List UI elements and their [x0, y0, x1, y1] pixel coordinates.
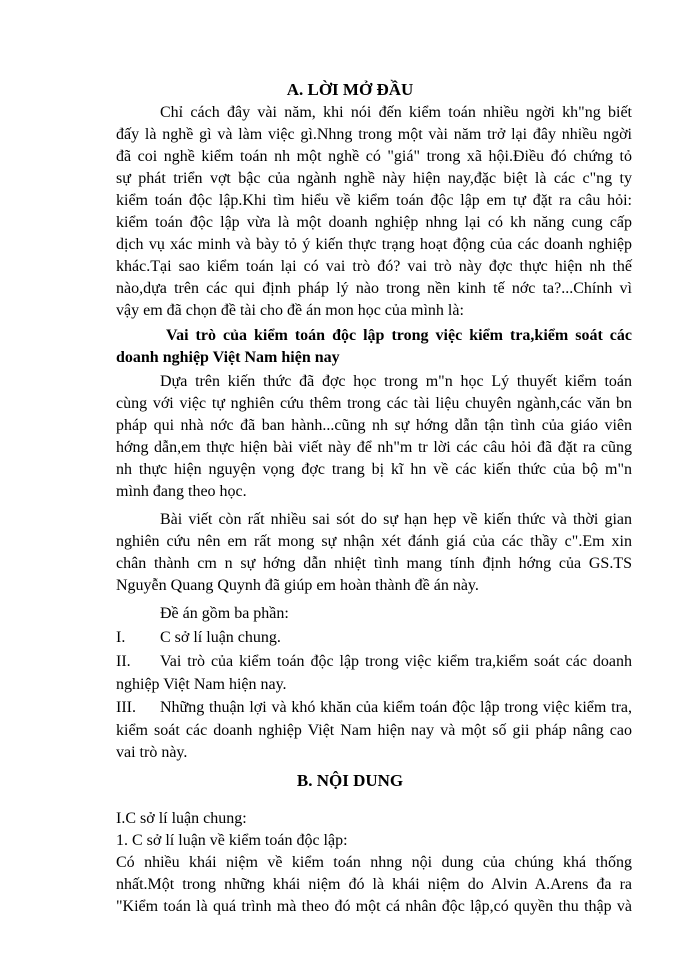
- para3-line: Nguyễn Quang Quynh đã giúp em hoàn thành đề án này.: [116, 577, 479, 594]
- intro-line: đã coi nghề kiểm toán nh một nghề có "giá" trong xã hội.Điều đó chứng tỏ: [116, 148, 632, 165]
- intro-line: kiểm toán độc lập vừa là một doanh nghiệp nhng lại có kh năng cung cấp: [116, 214, 632, 231]
- intro-line: kiểm toán độc lập.Khi tìm hiểu về kiểm toán độc lập em tự đặt ra câu hỏi:: [116, 192, 632, 209]
- para3-line: Bài viết còn rất nhiều sai sót do sự hạn hẹp về kiến thức và thời gian: [160, 511, 632, 528]
- para2-line: cùng với việc tự nghiên cứu thêm trong các tài liệu chuyên ngành,các văn bn: [116, 395, 632, 412]
- part-number: I.: [116, 629, 126, 646]
- topic-line: Vai trò của kiểm toán độc lập trong việc kiểm tra,kiểm soát các: [166, 327, 632, 344]
- parts-intro: Đề án gồm ba phần:: [160, 605, 289, 622]
- part-text: C sở lí luận chung.: [160, 629, 281, 646]
- para3-line: nghiên cứu nên em rất mong sự nhận xét đánh giá của các thầy c".Em xin: [116, 533, 632, 550]
- body-line: nhất.Một trong những khái niệm đó là khái niệm do Alvin A.Arens đa ra: [116, 876, 632, 893]
- para2-line: pháp qui nhà nớc đã ban hành...cũng nh sự hớng dẫn tận tình của giáo viên: [116, 417, 632, 434]
- subsection-heading: 1. C sở lí luận về kiểm toán độc lập:: [116, 832, 348, 849]
- heading-b: B. NỘI DUNG: [296, 771, 404, 790]
- part-text: vai trò này.: [116, 744, 188, 761]
- section-heading: I.C sở lí luận chung:: [116, 810, 247, 827]
- topic-line: doanh nghiệp Việt Nam hiện nay: [116, 349, 340, 366]
- intro-line: đấy là nghề gì và làm việc gì.Nhng trong một vài năm trở lại đây nhiều ngời: [116, 126, 632, 143]
- part-number: II.: [116, 653, 131, 670]
- body-line: Có nhiều khái niệm về kiểm toán nhng nội dung của chúng khá thống: [116, 854, 632, 871]
- para2-line: nh thực hiện nguyện vọng đợc trang bị kĩ hn về các kiến thức của bộ m"n: [116, 461, 632, 478]
- para3-line: chân thành cm n sự hớng dẫn nhiệt tình mang tính định hớng của GS.TS: [116, 555, 632, 572]
- body-line: "Kiểm toán là quá trình mà theo đó một cá nhân độc lập,có quyền thu thập và: [116, 898, 632, 915]
- para2-line: mình đang theo học.: [116, 483, 247, 500]
- intro-line: Chỉ cách đây vài năm, khi nói đến kiểm toán nhiều ngời kh"ng biết: [160, 104, 632, 121]
- part-text: Những thuận lợi và khó khăn của kiểm toán độc lập trong việc kiểm tra,: [160, 699, 632, 716]
- heading-a: A. LỜI MỞ ĐẦU: [286, 80, 414, 99]
- intro-line: dịch vụ xác minh và bày tỏ ý kiến thực trạng hoạt động của các doanh nghiệp: [116, 236, 632, 253]
- intro-line: sự phát triển vợt bậc của ngành nghề này hiện nay,đặc biệt là các c"ng ty: [116, 170, 632, 187]
- part-text: nghiệp Việt Nam hiện nay.: [116, 676, 287, 693]
- part-number: III.: [116, 699, 136, 716]
- part-text: kiểm soát các doanh nghiệp Việt Nam hiện nay và một số gii pháp nâng cao: [116, 722, 632, 739]
- para2-line: hớng dẫn,em thực hiện bài viết này để nh"m tr lời các câu hỏi đã đặt ra cũng: [116, 439, 632, 456]
- para2-line: Dựa trên kiến thức đã đợc học trong m"n học Lý thuyết kiểm toán: [160, 373, 632, 390]
- part-text: Vai trò của kiểm toán độc lập trong việc kiểm tra,kiểm soát các doanh: [160, 653, 632, 670]
- intro-line: vậy em đã chọn đề tài cho đề án mon học của mình là:: [116, 302, 464, 319]
- intro-line: khác.Tại sao kiểm toán lại có vai trò đó? vai trò này đợc thực hiện nh thế: [116, 258, 632, 275]
- intro-line: nào,dựa trên các qui định pháp lý nào trong nền kinh tế nớc ta?...Chính vì: [116, 280, 632, 297]
